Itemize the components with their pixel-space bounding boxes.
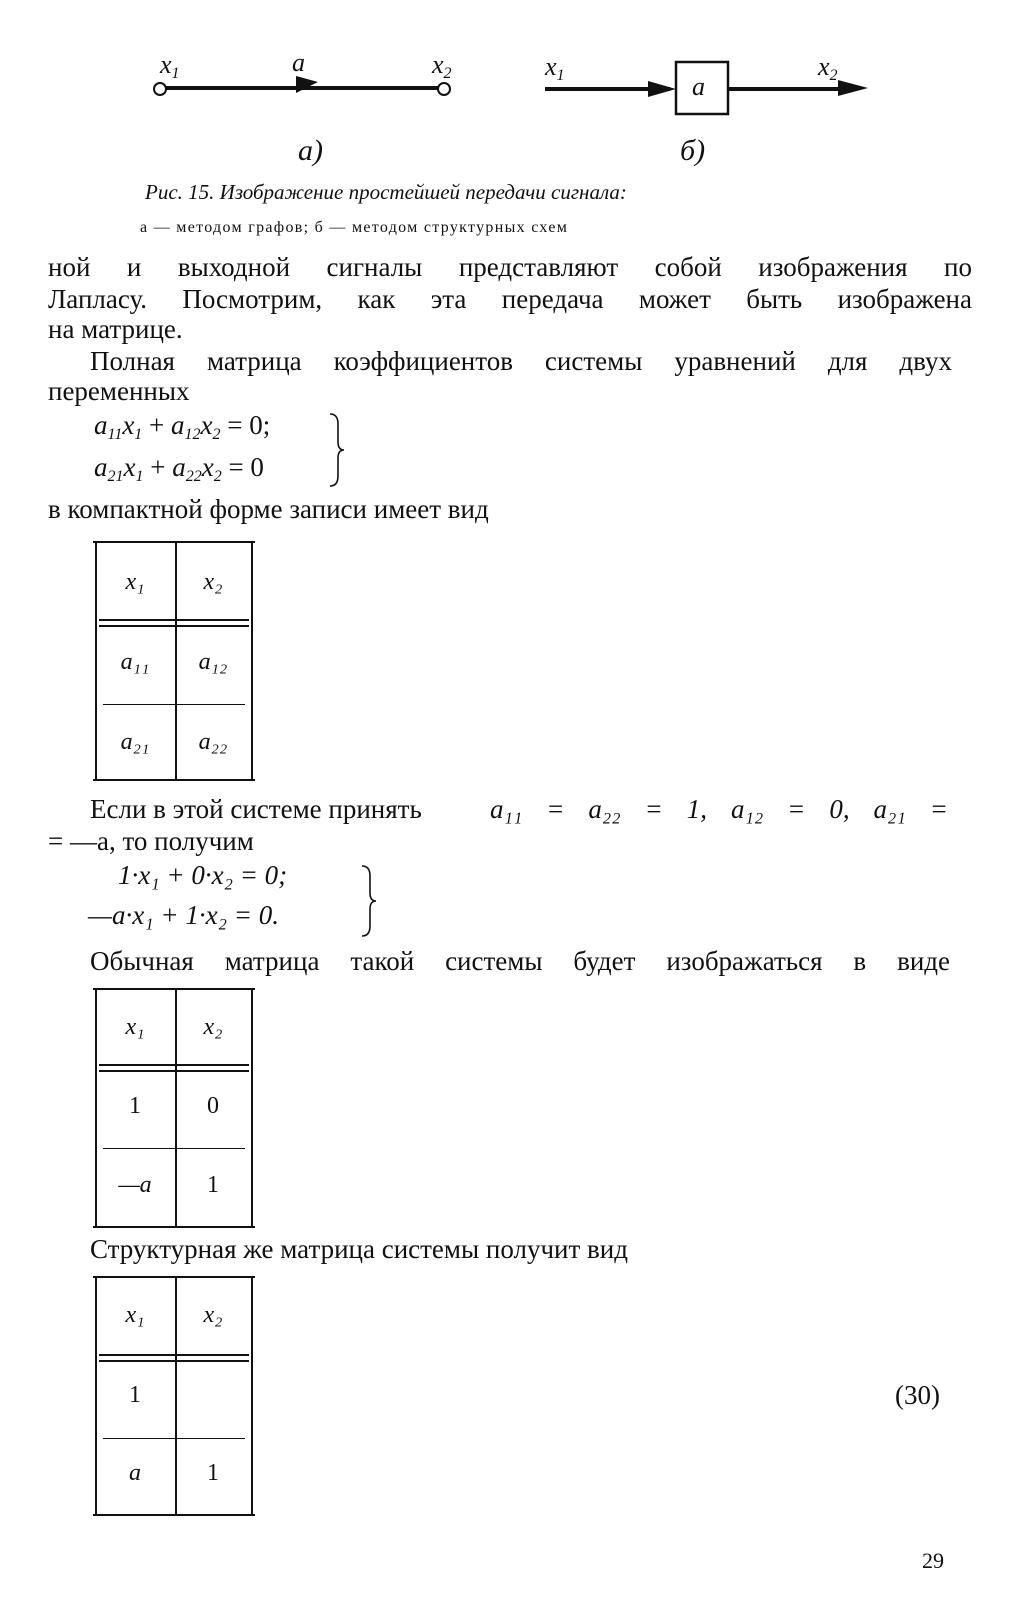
signal-transfer-diagrams [0,0,1029,170]
graph-subfigure-label: a) [298,134,323,167]
matrix-cell: a₁₂ [198,649,228,675]
block-label-a: a [692,72,705,101]
paragraph-line: Если в этой системе принять [90,794,422,824]
block-input-arrow-icon [648,81,676,97]
block-label-x1: $x_1$ [545,52,565,84]
graph-label-x2: $x_2$ [432,50,452,82]
equation-row-2: $a_{21}x_1 + a_{22}x_2 = 0$ [94,452,264,485]
block-label-x2: $x_2$ [818,52,838,84]
paragraph-line: ной и выходной сигналы представляют собой изображения по [48,252,972,282]
graph-branch-arrow-icon [296,76,318,93]
matrix-header-cell: x₁ [125,1014,145,1040]
matrix-cell: —a [118,1172,152,1198]
figure-caption-title: Рис. 15. Изображение простейшей передачи сигнала: [145,180,627,204]
matrix-cell: a₂₁ [120,729,150,755]
matrix-cell: 1 [129,1093,141,1119]
paragraph-line: на матрице. [48,314,183,344]
system-brace-icon [358,864,378,938]
block-subfigure-label: б) [680,134,706,167]
equation-row-4: —a·x₁ + 1·x₂ = 0. [88,900,279,930]
paragraph-line: в компактной форме записи имеет вид [48,494,489,524]
matrix-cell: 1 [207,1172,219,1198]
paragraph-line: переменных [48,376,190,406]
paragraph-line: Обычная матрица такой системы будет изображаться в виде [90,946,950,976]
equation-row-3: 1·x₁ + 0·x₂ = 0; [118,860,288,890]
matrix-cell: a₁₁ [120,649,150,675]
matrix-cell: 0 [207,1093,219,1119]
graph-label-x1: $x_1$ [160,50,180,82]
matrix-header-cell: x₂ [203,569,223,595]
matrix-cell: 1 [207,1460,219,1486]
paragraph-line: = —a, то получим [48,826,254,856]
matrix-cell: 1 [129,1382,141,1408]
full-coefficient-matrix [93,541,255,781]
matrix-header-cell: x₂ [203,1302,223,1328]
system-brace-icon [326,412,346,488]
ordinary-matrix [93,988,255,1228]
matrix-header-cell: x₁ [125,569,145,595]
graph-method-diagram [154,76,450,95]
matrix-header-cell: x₁ [125,1302,145,1328]
graph-label-a: a [292,48,305,77]
figure-15 [0,0,1029,250]
matrix-cell: a₂₂ [198,729,228,755]
paragraph-line: Структурная же матрица системы получит вид [90,1234,628,1264]
paragraph-equation: a₁₁ = a₂₂ = 1, a₁₂ = 0, a₂₁ = [490,794,948,824]
matrix-cell: a [129,1460,141,1486]
structural-matrix [93,1276,255,1516]
page-number: 29 [922,1548,944,1573]
paragraph-line: Полная матрица коэффициентов системы уравнений для двух [90,346,952,376]
paragraph-line: Лапласу. Посмотрим, как эта передача может быть изображена [48,284,972,314]
matrix-header-cell: x₂ [203,1014,223,1040]
graph-node-x1 [154,83,166,95]
equation-row-1: $a_{11}x_1 + a_{12}x_2 = 0$; [94,410,271,443]
block-output-arrow-icon [838,80,868,96]
equation-number: (30) [895,1380,940,1410]
figure-caption-subtitle: а — методом графов; б — методом структурных схем [140,219,569,236]
graph-node-x2 [438,83,450,95]
